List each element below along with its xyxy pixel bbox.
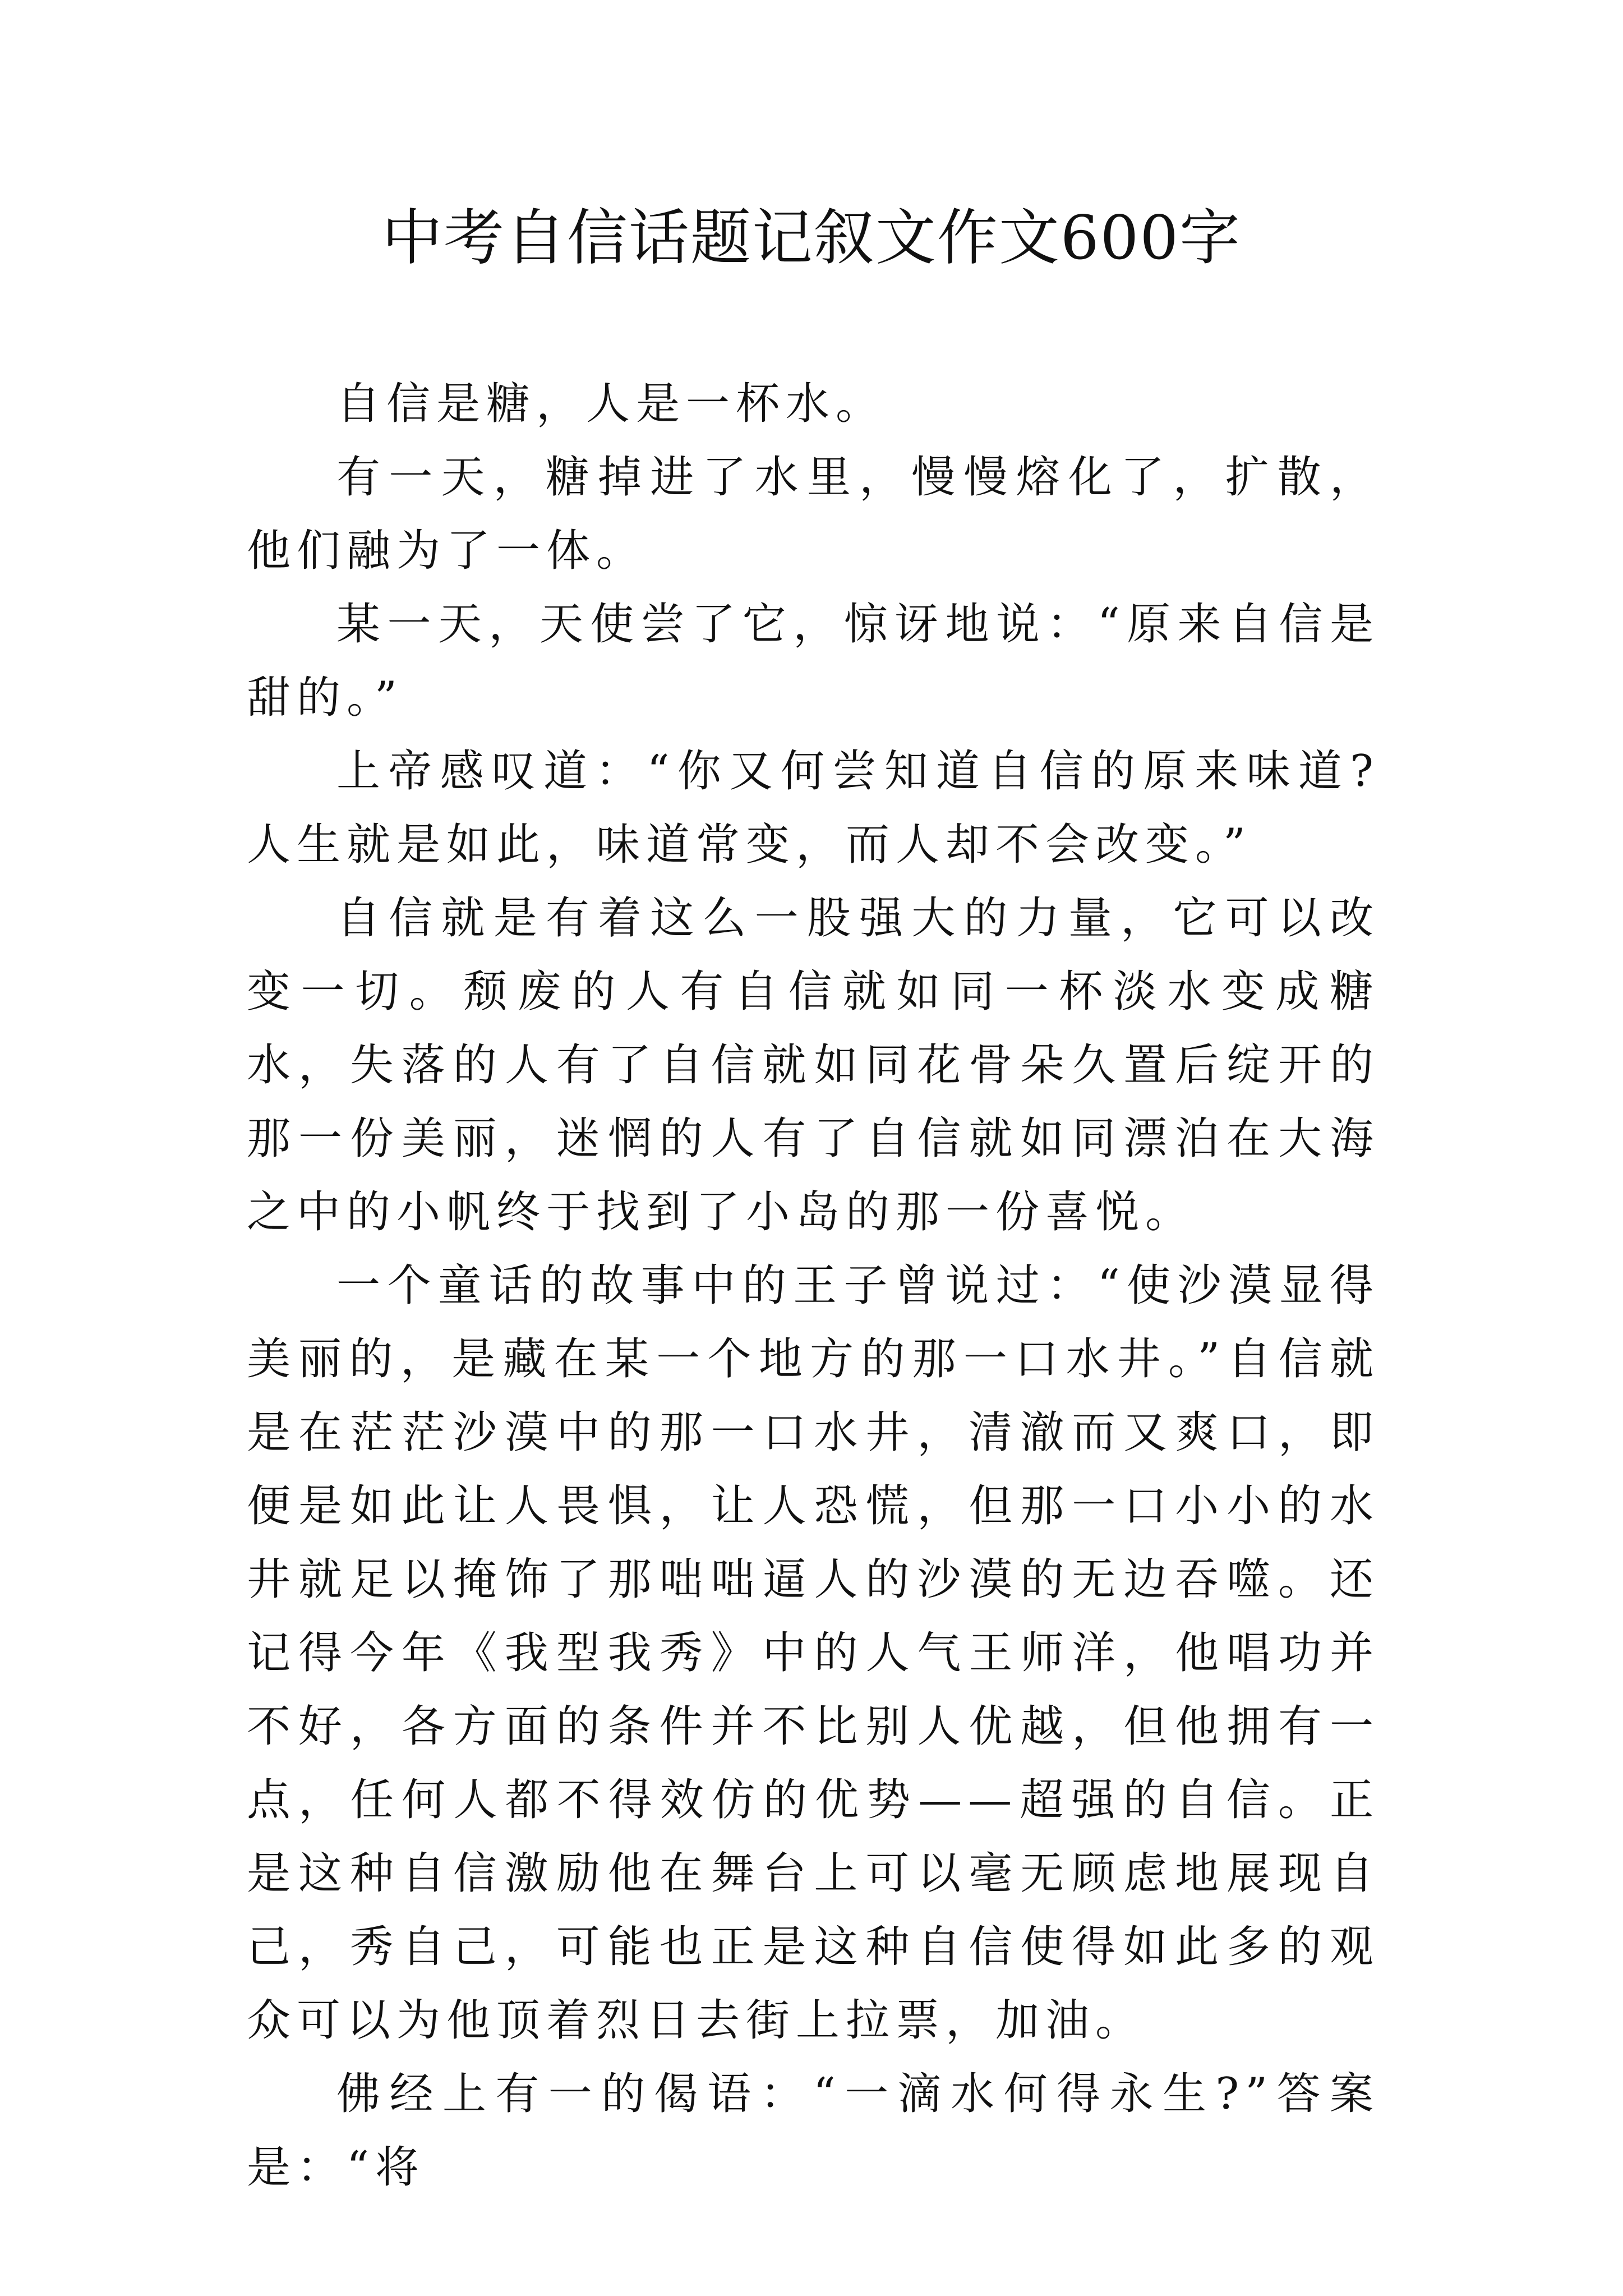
paragraph: 佛经上有一的偈语：“一滴水何得永生?”答案是：“将 [247,2069,1380,2193]
document-body [247,367,1380,2205]
paragraph: 上帝感叹道：“你又何尝知道自信的原来味道?人生就是如此，味道常变，而人却不会改变。” [247,746,1380,870]
paragraph: 一个童话的故事中的王子曾说过：“使沙漠显得美丽的，是藏在某一个地方的那一口水井。”自信就是在茫茫沙漠中的那一口水井，清澈而又爽口，即便是如此让人畏惧，让人恐慌，但那一口小小的水井就足以掩饰了那咄咄逼人的沙漠的无边吞噬。还记得今年《我型我秀》中的人气王师洋，他唱功并不好，各方面的条件并不比别人优越，但他拥有一点，任何人都不得效仿的优势——超强的自信。正是这种自信激励他在舞台上可以毫无顾虑地展现自己，秀自己，可能也正是这种自信使得如此多的观众可以为他顶着烈日去街上拉票，加油。 [247,1260,1380,2046]
paragraph: 自信是糖，人是一杯水。 [336,379,886,429]
paragraph: 某一天，天使尝了它，惊讶地说：“原来自信是甜的。” [247,599,1380,723]
paragraph: 有一天，糖掉进了水里，慢慢熔化了，扩散，他们融为了一体。 [247,452,1380,576]
document-title: 中考自信话题记叙文作文600字 [381,203,1242,273]
paragraph: 自信就是有着这么一股强大的力量，它可以改变一切。颓废的人有自信就如同一杯淡水变成糖水，失落的人有了自信就如同花骨朵久置后绽开的那一份美丽，迷惘的人有了自信就如同漂泊在大海之中的小帆终于找到了小岛的那一份喜悦。 [247,893,1380,1237]
